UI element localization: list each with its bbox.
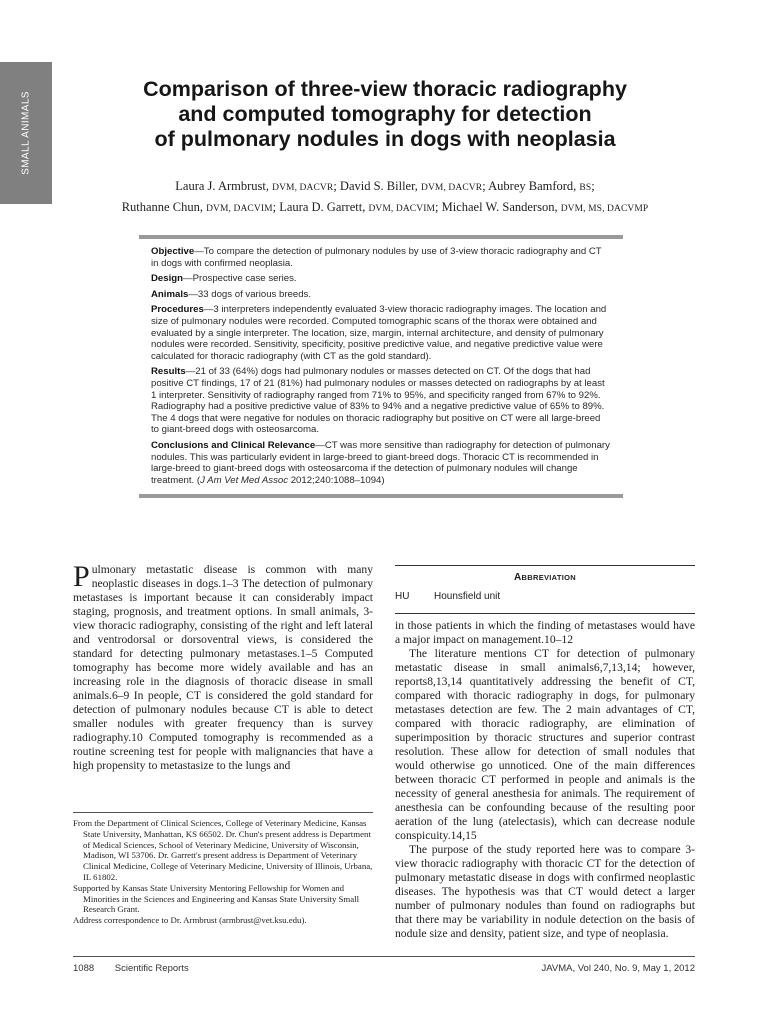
abstract-design: Design—Prospective case series.: [151, 273, 297, 285]
author-name: Aubrey Bamford: [488, 179, 574, 193]
body-paragraph: The purpose of the study reported here was to compare 3-view thoracic radiography with thoracic CT for the detection of pulmonary metastatic disease in dogs with confirmed neoplastic diseases. The hypothesis was that CT would detect a larger number of pulmonary nodules than found on radiographs but that there may be variability in nodule detection on the basis of nodule size and density, patient size, and type of neoplasia.: [395, 843, 695, 940]
author-credentials: DVM, DACVR: [421, 183, 483, 193]
page-number: 1088: [73, 963, 95, 974]
author-credentials: DVM, MS, DACVMP: [560, 204, 649, 214]
body-column-left: [73, 560, 373, 773]
section-tab: [0, 62, 52, 204]
journal-citation: J Am Vet Med Assoc: [200, 474, 289, 486]
author-credentials: DVM, DACVR: [272, 183, 334, 193]
title-line: Comparison of three-view thoracic radiography: [143, 77, 627, 101]
abbreviation-title: ABBREVIATION: [514, 572, 576, 583]
author-list: [70, 177, 700, 219]
title-line: and computed tomography for detection: [178, 102, 592, 126]
author-line-1: Laura J. Armbrust, DVM, DACVR; David S. Biller, DVM, DACVR; Aubrey Bamford, BS;: [175, 179, 595, 193]
author-name: Laura D. Garrett: [279, 200, 363, 214]
abbreviation-row: [395, 591, 695, 602]
abbreviation-key: HU: [395, 591, 410, 602]
abstract-animals: Animals—33 dogs of various breeds.: [151, 288, 311, 300]
abstract-objective: Objective—To compare the detection of pulmonary nodules by use of 3-view thoracic radiography and CT in dogs with confirmed neoplasia.: [151, 246, 602, 269]
author-name: David S. Biller: [339, 179, 415, 193]
abstract-conclusions: Conclusions and Clinical Relevance—CT was more sensitive than radiography for detection of pulmonary nodules. This was particularly evident in large-breed to giant-breed dogs. Thoracic CT is recommended in large-breed to giant-breed dogs with osteosarcoma if the detection of pulmonary nodules will change treatment. (J Am Vet Med Assoc 2012;240:1088–1094): [151, 439, 610, 486]
intro-paragraph: Pulmonary metastatic disease is common with many neoplastic diseases in dogs.1–3 The detection of pulmonary metastases is important because it can considerably impact staging, prognosis, and treatment options. In small animals, 3-view thoracic radiography, consisting of the right and left lateral and ventrodorsal or dorsoventral views, is considered the standard for detecting pulmonary metastases.1–5 Computed tomography has become more widely available and has an increasing role in the diagnosis of thoracic disease in small animals.6–9 In people, CT is considered the gold standard for detection of pulmonary nodules because CT is able to detect smaller nodules with greater frequency than is survey radiography.10 Computed tomography is recommended as a routine screening test for people with malignancies that have a high propensity to metastasize to the lungs and: [73, 560, 373, 772]
author-credentials: BS: [579, 183, 592, 193]
author-name: Ruthanne Chun: [121, 200, 200, 214]
abbreviation-box: [395, 565, 695, 614]
article-title: [70, 77, 700, 152]
author-line-2: Ruthanne Chun, DVM, DACVIM; Laura D. Garrett, DVM, DACVIM; Michael W. Sanderson, DVM, MS, DACVMP: [121, 200, 649, 214]
author-credentials: DVM, DACVIM: [206, 204, 273, 214]
affiliations-footnote: [73, 812, 373, 926]
journal-issue: JAVMA, Vol 240, No. 9, May 1, 2012: [541, 963, 695, 974]
section-tab-label: SMALL ANIMALS: [20, 91, 32, 175]
abstract-results: Results—21 of 33 (64%) dogs had pulmonary nodules or masses detected on CT. Of the dogs that had positive CT findings, 17 of 21 (81%) had pulmonary nodules or masses detected on radiographs by at least 1 interpreter. Sensitivity of radiography ranged from 71% to 95%, and specificity ranged from 67% to 92%. Radiography had a positive predictive value of 83% to 94% and a negative predictive value of 65% to 89%. The 4 dogs that were negative for nodules on thoracic radiography but positive on CT were all large-breed to giant-breed dogs with osteosarcoma.: [151, 366, 605, 436]
body-paragraph: in those patients in which the finding of metastases would have a major impact on management.10–12: [395, 619, 695, 646]
drop-cap: P: [73, 560, 90, 593]
page-footer: [73, 956, 695, 974]
footer-left: [73, 963, 207, 974]
affiliation-text: From the Department of Clinical Sciences, College of Veterinary Medicine, Kansas State University, Manhattan, KS 66502. Dr. Chun's present address is Department of Medical Sciences, School of Veterinary Medicine, University of Wisconsin, Madison, WI 53706. Dr. Garrett's present address is Department of Veterinary Clinical Medicine, College of Veterinary Medicine, University of Illinois, Urbana, IL 61802.: [73, 818, 373, 882]
abstract-procedures: Procedures—3 interpreters independently evaluated 3-view thoracic radiography images. The location and size of pulmonary nodules were recorded. Computed tomographic scans of the thorax were obtained and evaluated by a single interpreter. The location, size, margin, internal architecture, and density of pulmonary nodules were recorded. Sensitivity, specificity, positive predictive value, and negative predictive value were calculated for thoracic radiography (with CT as the gold standard).: [151, 304, 607, 362]
abbreviation-value: Hounsfield unit: [434, 591, 501, 602]
author-name: Laura J. Armbrust: [175, 179, 266, 193]
abstract-box: [139, 235, 623, 498]
section-name: Scientific Reports: [114, 963, 189, 974]
body-column-right: [395, 619, 695, 941]
body-paragraph: The literature mentions CT for detection of pulmonary metastatic disease in small animals6,7,13,14; however, reports8,13,14 quantitatively addressing the benefit of CT, compared with thoracic radiography in dogs, for pulmonary metastases detection are few. The 2 main advantages of CT, compared with thoracic radiography, are elimination of superimposition by thoracic structures and superior contrast resolution. These allow for detection of small nodules that would otherwise go unnoticed. One of the main differences between thoracic CT performed in people and animals is the necessity of general anesthesia for animals. The requirement of anesthesia can be confounding because of the resulting poor aeration of the lung (atelectasis), which can decrease nodule conspicuity.14,15: [395, 647, 695, 842]
correspondence-text: Address correspondence to Dr. Armbrust (armbrust@vet.ksu.edu).: [73, 915, 307, 926]
funding-text: Supported by Kansas State University Mentoring Fellowship for Women and Minorities in the Sciences and Engineering and Kansas State University Small Research Grant.: [73, 882, 360, 915]
title-line: of pulmonary nodules in dogs with neoplasia: [154, 127, 616, 151]
author-credentials: DVM, DACVIM: [368, 204, 436, 214]
author-name: Michael W. Sanderson: [441, 200, 555, 214]
